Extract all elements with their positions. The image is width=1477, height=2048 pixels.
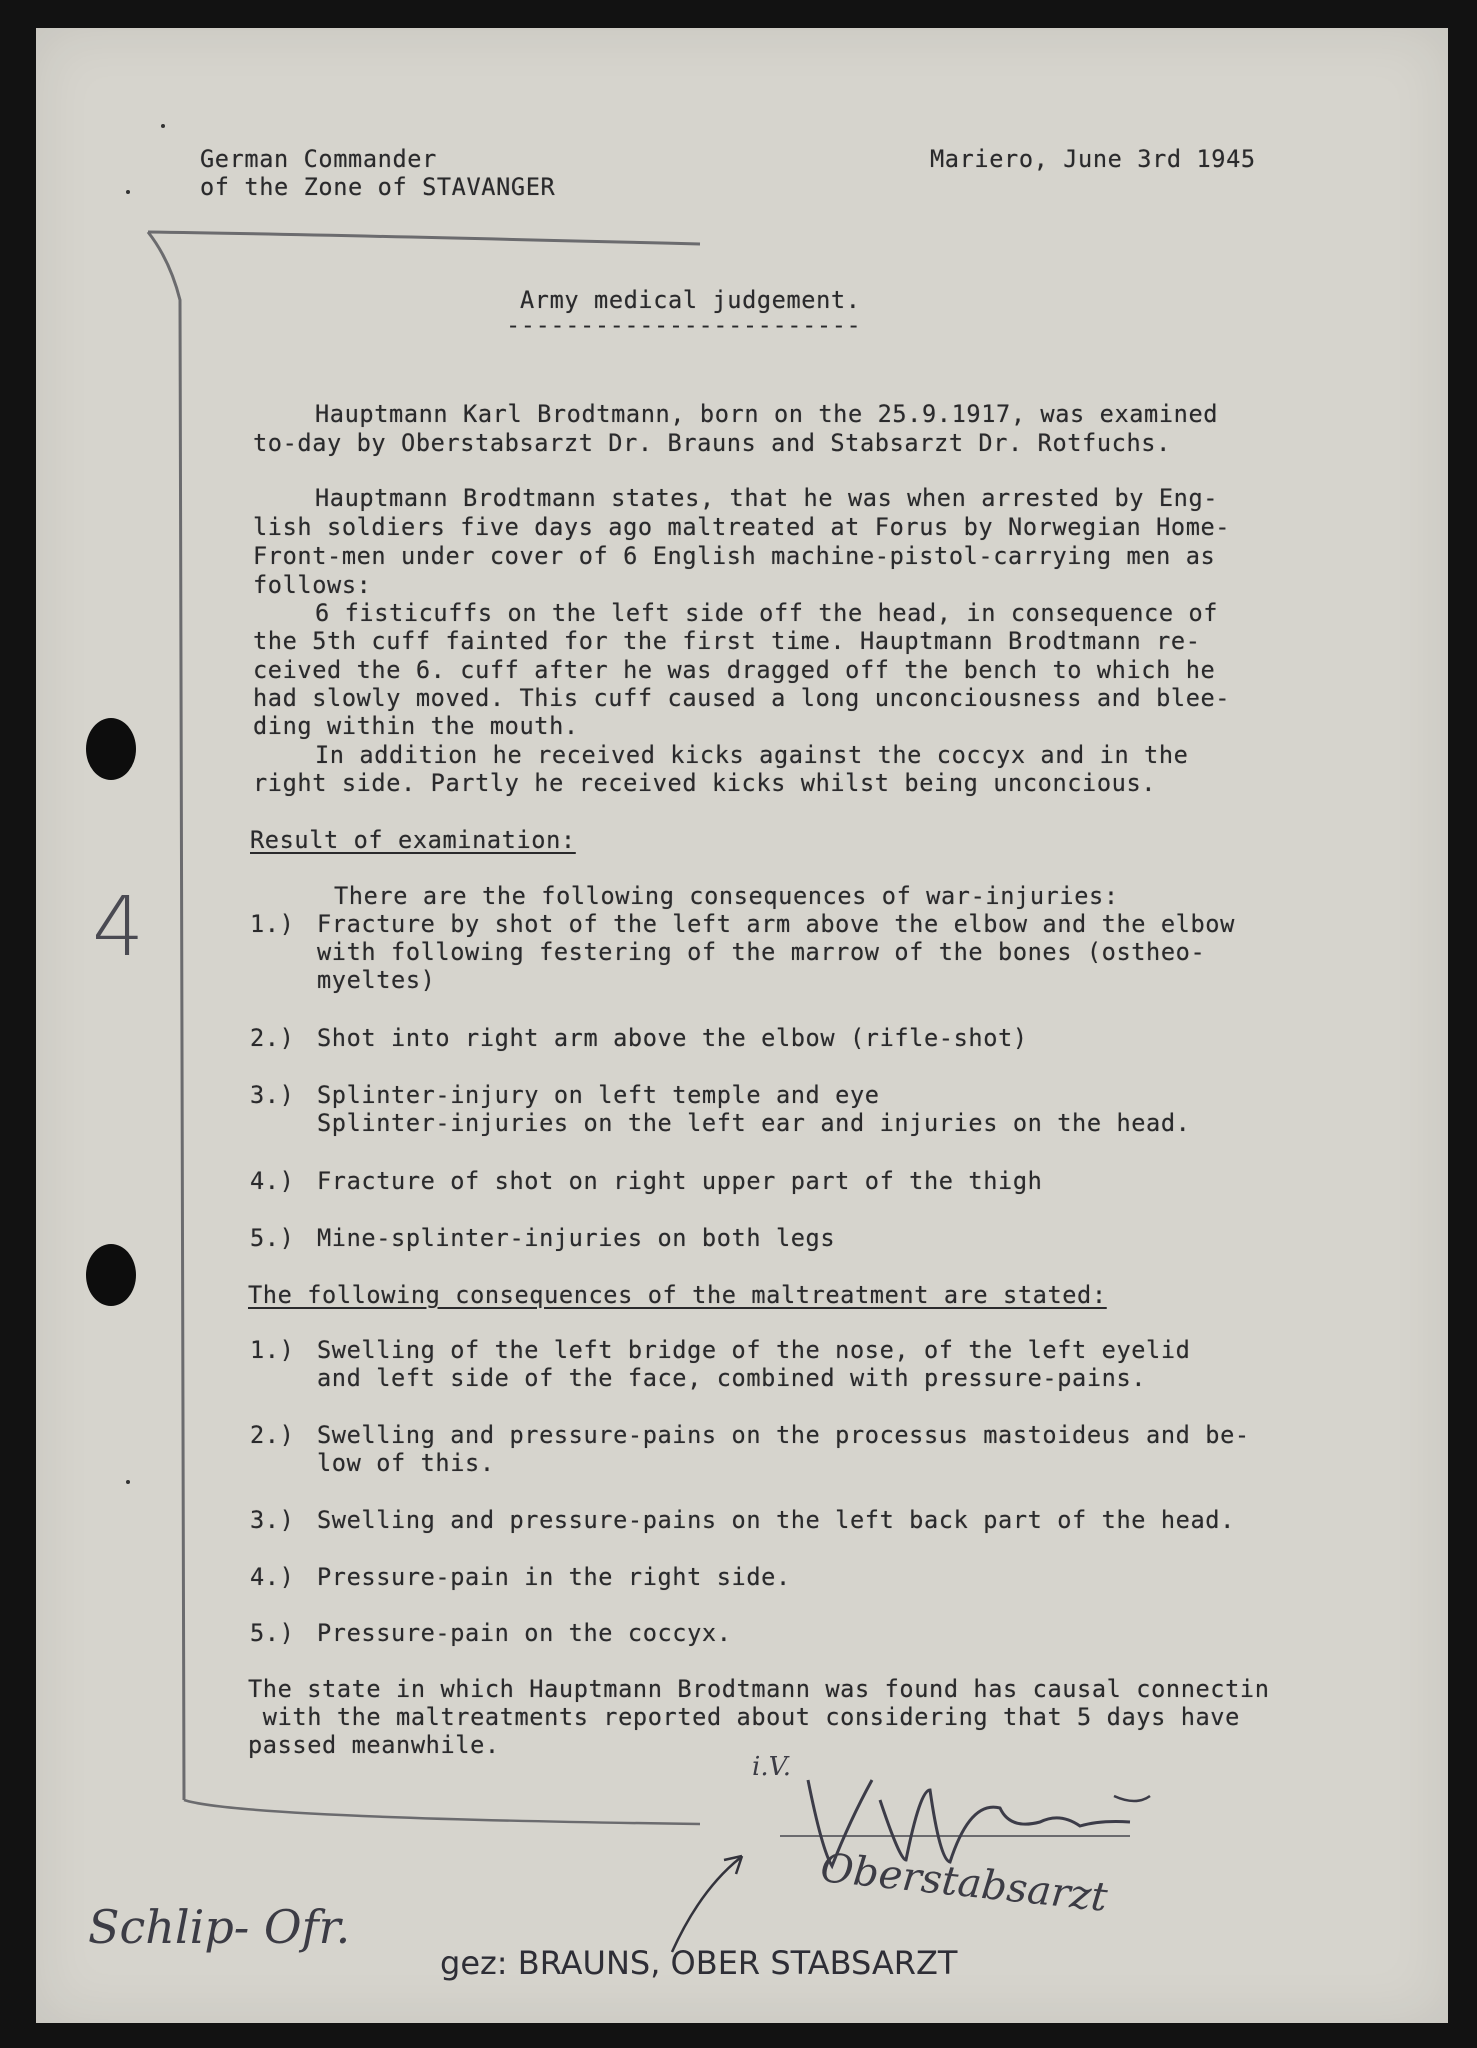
statement-line: 6 fisticuffs on the left side off the head, in consequence of (315, 599, 1219, 627)
handwritten-note: Schlip- Ofr. (88, 1900, 351, 1954)
war-injury-text: Splinter-injury on left temple and eye (317, 1081, 880, 1109)
result-heading: Result of examination: (250, 826, 576, 854)
war-injury-number: 2.) (250, 1024, 295, 1052)
statement-line: right side. Partly he received kicks whilst being unconcious. (253, 769, 1157, 797)
statement-line: follows: (253, 571, 372, 599)
conclusion-line: with the maltreatments reported about considering that 5 days have (248, 1703, 1240, 1731)
statement-line: the 5th cuff fainted for the first time. Hauptmann Brodtmann re- (253, 627, 1201, 655)
intro-line-1: Hauptmann Karl Brodtmann, born on the 25.9.1917, was examined (315, 400, 1219, 428)
title-rule: ------------------------ (506, 311, 862, 339)
signature-title: Oberstabsarzt (818, 1845, 1110, 1921)
war-injury-text: Fracture by shot of the left arm above the elbow and the elbow (317, 910, 1235, 938)
conclusion-line: passed meanwhile. (248, 1731, 500, 1759)
statement-line: ceived the 6. cuff after he was dragged off the bench to which he (253, 656, 1216, 684)
war-injury-text: Mine-splinter-injuries on both legs (317, 1224, 836, 1252)
sender-line-1: German Commander (200, 145, 437, 173)
statement-line: Front-men under cover of 6 English machine-pistol-carrying men as (253, 542, 1216, 570)
statement-line: lish soldiers five days ago maltreated at Forus by Norwegian Home- (253, 513, 1231, 541)
margin-page-number: 4 (92, 880, 145, 975)
statement-line: ding within the mouth. (253, 712, 579, 740)
war-injury-number: 1.) (250, 910, 295, 938)
maltreatment-text: and left side of the face, combined with pressure-pains. (317, 1364, 1147, 1392)
handwritten-typed-name: gez: BRAUNS, OBER STABSARZT (440, 1944, 958, 1982)
war-injury-number: 4.) (250, 1167, 295, 1195)
war-injury-text: Splinter-injuries on the left ear and injuries on the head. (317, 1109, 1191, 1137)
war-injury-number: 5.) (250, 1224, 295, 1252)
war-injury-text: Shot into right arm above the elbow (rifle-shot) (317, 1024, 1028, 1052)
maltreatment-text: Swelling and pressure-pains on the processus mastoideus and be- (317, 1421, 1250, 1449)
war-injury-text: with following festering of the marrow of the bones (ostheo- (317, 938, 1206, 966)
maltreatment-text: low of this. (317, 1449, 495, 1477)
war-injury-text: Fracture of shot on right upper part of the thigh (317, 1167, 1043, 1195)
statement-line: Hauptmann Brodtmann states, that he was when arrested by Eng- (315, 484, 1219, 512)
signature-scrawl (880, 1790, 1130, 1862)
statement-line: had slowly moved. This cuff caused a long unconciousness and blee- (253, 684, 1231, 712)
maltreatment-number: 5.) (250, 1619, 295, 1647)
war-injury-text: myeltes) (317, 966, 436, 994)
place-date: Mariero, June 3rd 1945 (930, 145, 1256, 173)
maltreatment-text: Pressure-pain on the coccyx. (317, 1619, 732, 1647)
war-injury-number: 3.) (250, 1081, 295, 1109)
sender-line-2: of the Zone of STAVANGER (200, 173, 556, 201)
document-title: Army medical judgement. (520, 286, 861, 314)
maltreatment-text: Pressure-pain in the right side. (317, 1563, 791, 1591)
maltreatment-text: Swelling of the left bridge of the nose, of the left eyelid (317, 1336, 1191, 1364)
intro-line-2: to-day by Oberstabsarzt Dr. Brauns and Stabsarzt Dr. Rotfuchs. (253, 429, 1171, 457)
maltreatment-number: 3.) (250, 1506, 295, 1534)
statement-line: In addition he received kicks against the coccyx and in the (315, 741, 1189, 769)
maltreatment-text: Swelling and pressure-pains on the left back part of the head. (317, 1506, 1235, 1534)
conclusion-line: The state in which Hauptmann Brodtmann was found has causal connectin (248, 1675, 1270, 1703)
war-injuries-intro: There are the following consequences of war-injuries: (334, 882, 1119, 910)
maltreatment-heading: The following consequences of the maltreatment are stated: (248, 1281, 1107, 1309)
maltreatment-number: 4.) (250, 1563, 295, 1591)
maltreatment-number: 1.) (250, 1336, 295, 1364)
maltreatment-number: 2.) (250, 1421, 295, 1449)
signature-prefix: i.V. (752, 1752, 792, 1782)
